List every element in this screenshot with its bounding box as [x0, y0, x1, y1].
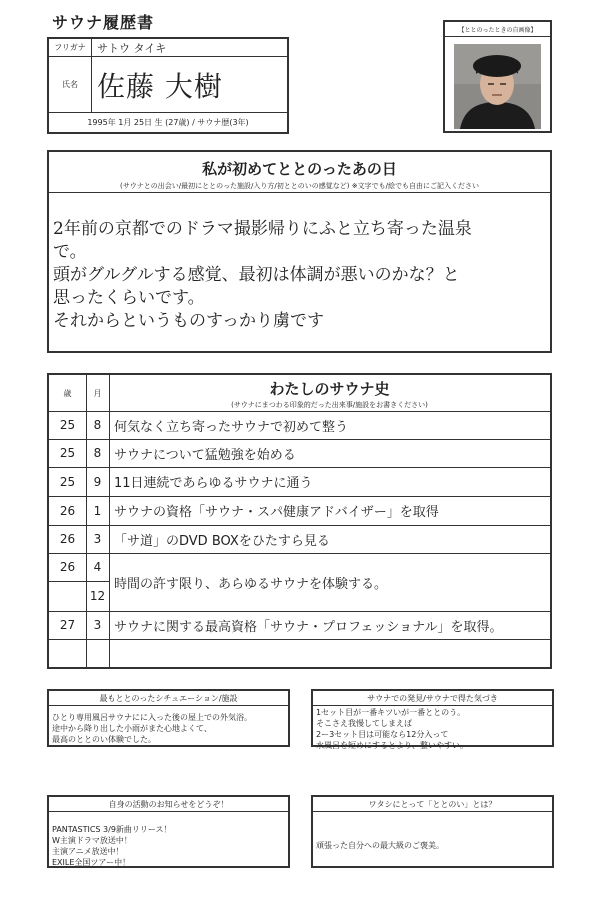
- discovery-line: そこさえ我慢してしまえば: [316, 719, 412, 728]
- discovery-box: [311, 689, 554, 750]
- age-column-header: 歳: [63, 388, 72, 398]
- history-month: 3: [93, 532, 102, 546]
- best-situation-line: ひとり専用風呂サウナにに入った後の屋上での外気浴。: [52, 713, 252, 722]
- history-event: 何気なく立ち寄ったサウナで初めて整う: [114, 419, 349, 435]
- self-portrait-photo: [454, 44, 541, 129]
- first-experience-heading: 私が初めてととのったあの日: [202, 160, 397, 178]
- history-header: [109, 375, 550, 411]
- discovery-line: 1セット目が一番キツいが一番ととのう。: [316, 708, 466, 717]
- history-event: サウナについて猛勉強を始める: [114, 447, 296, 463]
- activities-line: EXILE全国ツアー中！: [52, 858, 131, 867]
- activities-line: W主演ドラマ放送中！: [52, 836, 132, 845]
- history-month: 3: [93, 618, 102, 632]
- best-situation-heading: 最もととのったシチュエーション/施設: [49, 691, 288, 706]
- first-experience-line: 思ったくらいです。: [53, 288, 205, 308]
- best-situation-box: [47, 689, 290, 747]
- totonoi-heading: ワタシにとって「ととのい」とは？: [313, 797, 552, 812]
- first-experience-line: それからというものすっかり虜です: [53, 311, 324, 331]
- activities-box: [47, 795, 290, 868]
- history-age: 26: [59, 560, 76, 574]
- best-situation-text: [52, 712, 252, 745]
- first-experience-text: [53, 218, 472, 333]
- history-month: 8: [93, 418, 102, 432]
- name-label: 氏名: [49, 57, 92, 112]
- activities-line: PANTASTICS 3/9新曲リリース！: [52, 825, 172, 834]
- history-event: サウナに関する最高資格「サウナ・プロフェッショナル」を取得。: [114, 619, 503, 635]
- name-row: [49, 57, 287, 113]
- page-title: サウナ履歴書: [52, 13, 155, 32]
- first-experience-line: 2年前の京都でのドラマ撮影帰りにふと立ち寄った温泉: [53, 219, 472, 239]
- history-month: 1: [93, 503, 102, 518]
- history-age: 26: [59, 503, 76, 518]
- history-event: 「サ道」のDVD BOXをひたすら見る: [114, 533, 330, 549]
- activities-line: 主演アニメ放送中！: [52, 847, 124, 856]
- history-age: 26: [59, 532, 76, 546]
- history-month: 8: [93, 446, 102, 460]
- history-event: 時間の許す限り、あらゆるサウナを体験する。: [114, 576, 388, 592]
- totonoi-box: [311, 795, 554, 868]
- furigana-value: サトウ タイキ: [97, 41, 167, 55]
- activities-text: [52, 824, 172, 868]
- totonoi-line: 頑張った自分への最大級のご褒美。: [316, 841, 444, 850]
- history-age: 25: [59, 446, 76, 460]
- history-age: 25: [59, 474, 76, 489]
- discovery-heading: サウナでの発見/サウナで得た気づき: [313, 691, 552, 706]
- history-heading: わたしのサウナ史: [269, 380, 390, 398]
- first-experience-line: で。: [53, 242, 87, 262]
- first-experience-subheading: (サウナとの出会い/最初にととのった施設/入り方/初ととのいの感覚など) ※文字でも/絵でも自由にご記入ください: [120, 182, 479, 190]
- best-situation-line: 途中から降り出した小雨がまた心地よくて、: [52, 724, 212, 733]
- birth-line: 1995年 1月 25日 生 (27歳) / サウナ歴(3年): [87, 118, 249, 127]
- activities-heading: 自身の活動のお知らせをどうぞ！: [49, 797, 288, 812]
- discovery-line: 2ー3セット目は可能なら12分入って: [316, 730, 449, 739]
- history-month: 4: [93, 560, 102, 574]
- photo-caption: 【ととのったときの自画像】: [445, 22, 550, 37]
- furigana-label: フリガナ: [49, 39, 92, 56]
- first-experience-line: 頭がグルグルする感覚、最初は体調が悪いのかな？と: [53, 265, 460, 285]
- first-experience-box: [47, 150, 552, 353]
- row-divider: [49, 639, 550, 640]
- furigana-row: [49, 39, 287, 57]
- history-event: サウナの資格「サウナ・スパ健康アドバイザー」を取得: [114, 505, 439, 520]
- history-month-end: 12: [89, 589, 106, 603]
- discovery-line: 水風呂を短めにするとより、整いやすい。: [316, 741, 468, 750]
- photo-box: [443, 20, 552, 133]
- history-event: 11日連続であらゆるサウナに通う: [114, 476, 313, 491]
- totonoi-text: [316, 840, 444, 851]
- history-subheading: (サウナにまつわる印象的だった出来事/施設をお書きください): [231, 401, 428, 409]
- column-divider: [109, 375, 110, 667]
- first-experience-header: [49, 152, 550, 193]
- history-age: 25: [59, 418, 76, 432]
- history-month: 9: [93, 474, 102, 489]
- discovery-text: [316, 707, 468, 751]
- name-value: 佐藤 大樹: [97, 69, 223, 103]
- month-column-header: 月: [93, 388, 102, 398]
- best-situation-line: 最高のととのい体験でした。: [52, 735, 156, 744]
- sauna-history-table: [47, 373, 552, 669]
- history-age: 27: [59, 618, 76, 632]
- profile-box: [47, 37, 289, 134]
